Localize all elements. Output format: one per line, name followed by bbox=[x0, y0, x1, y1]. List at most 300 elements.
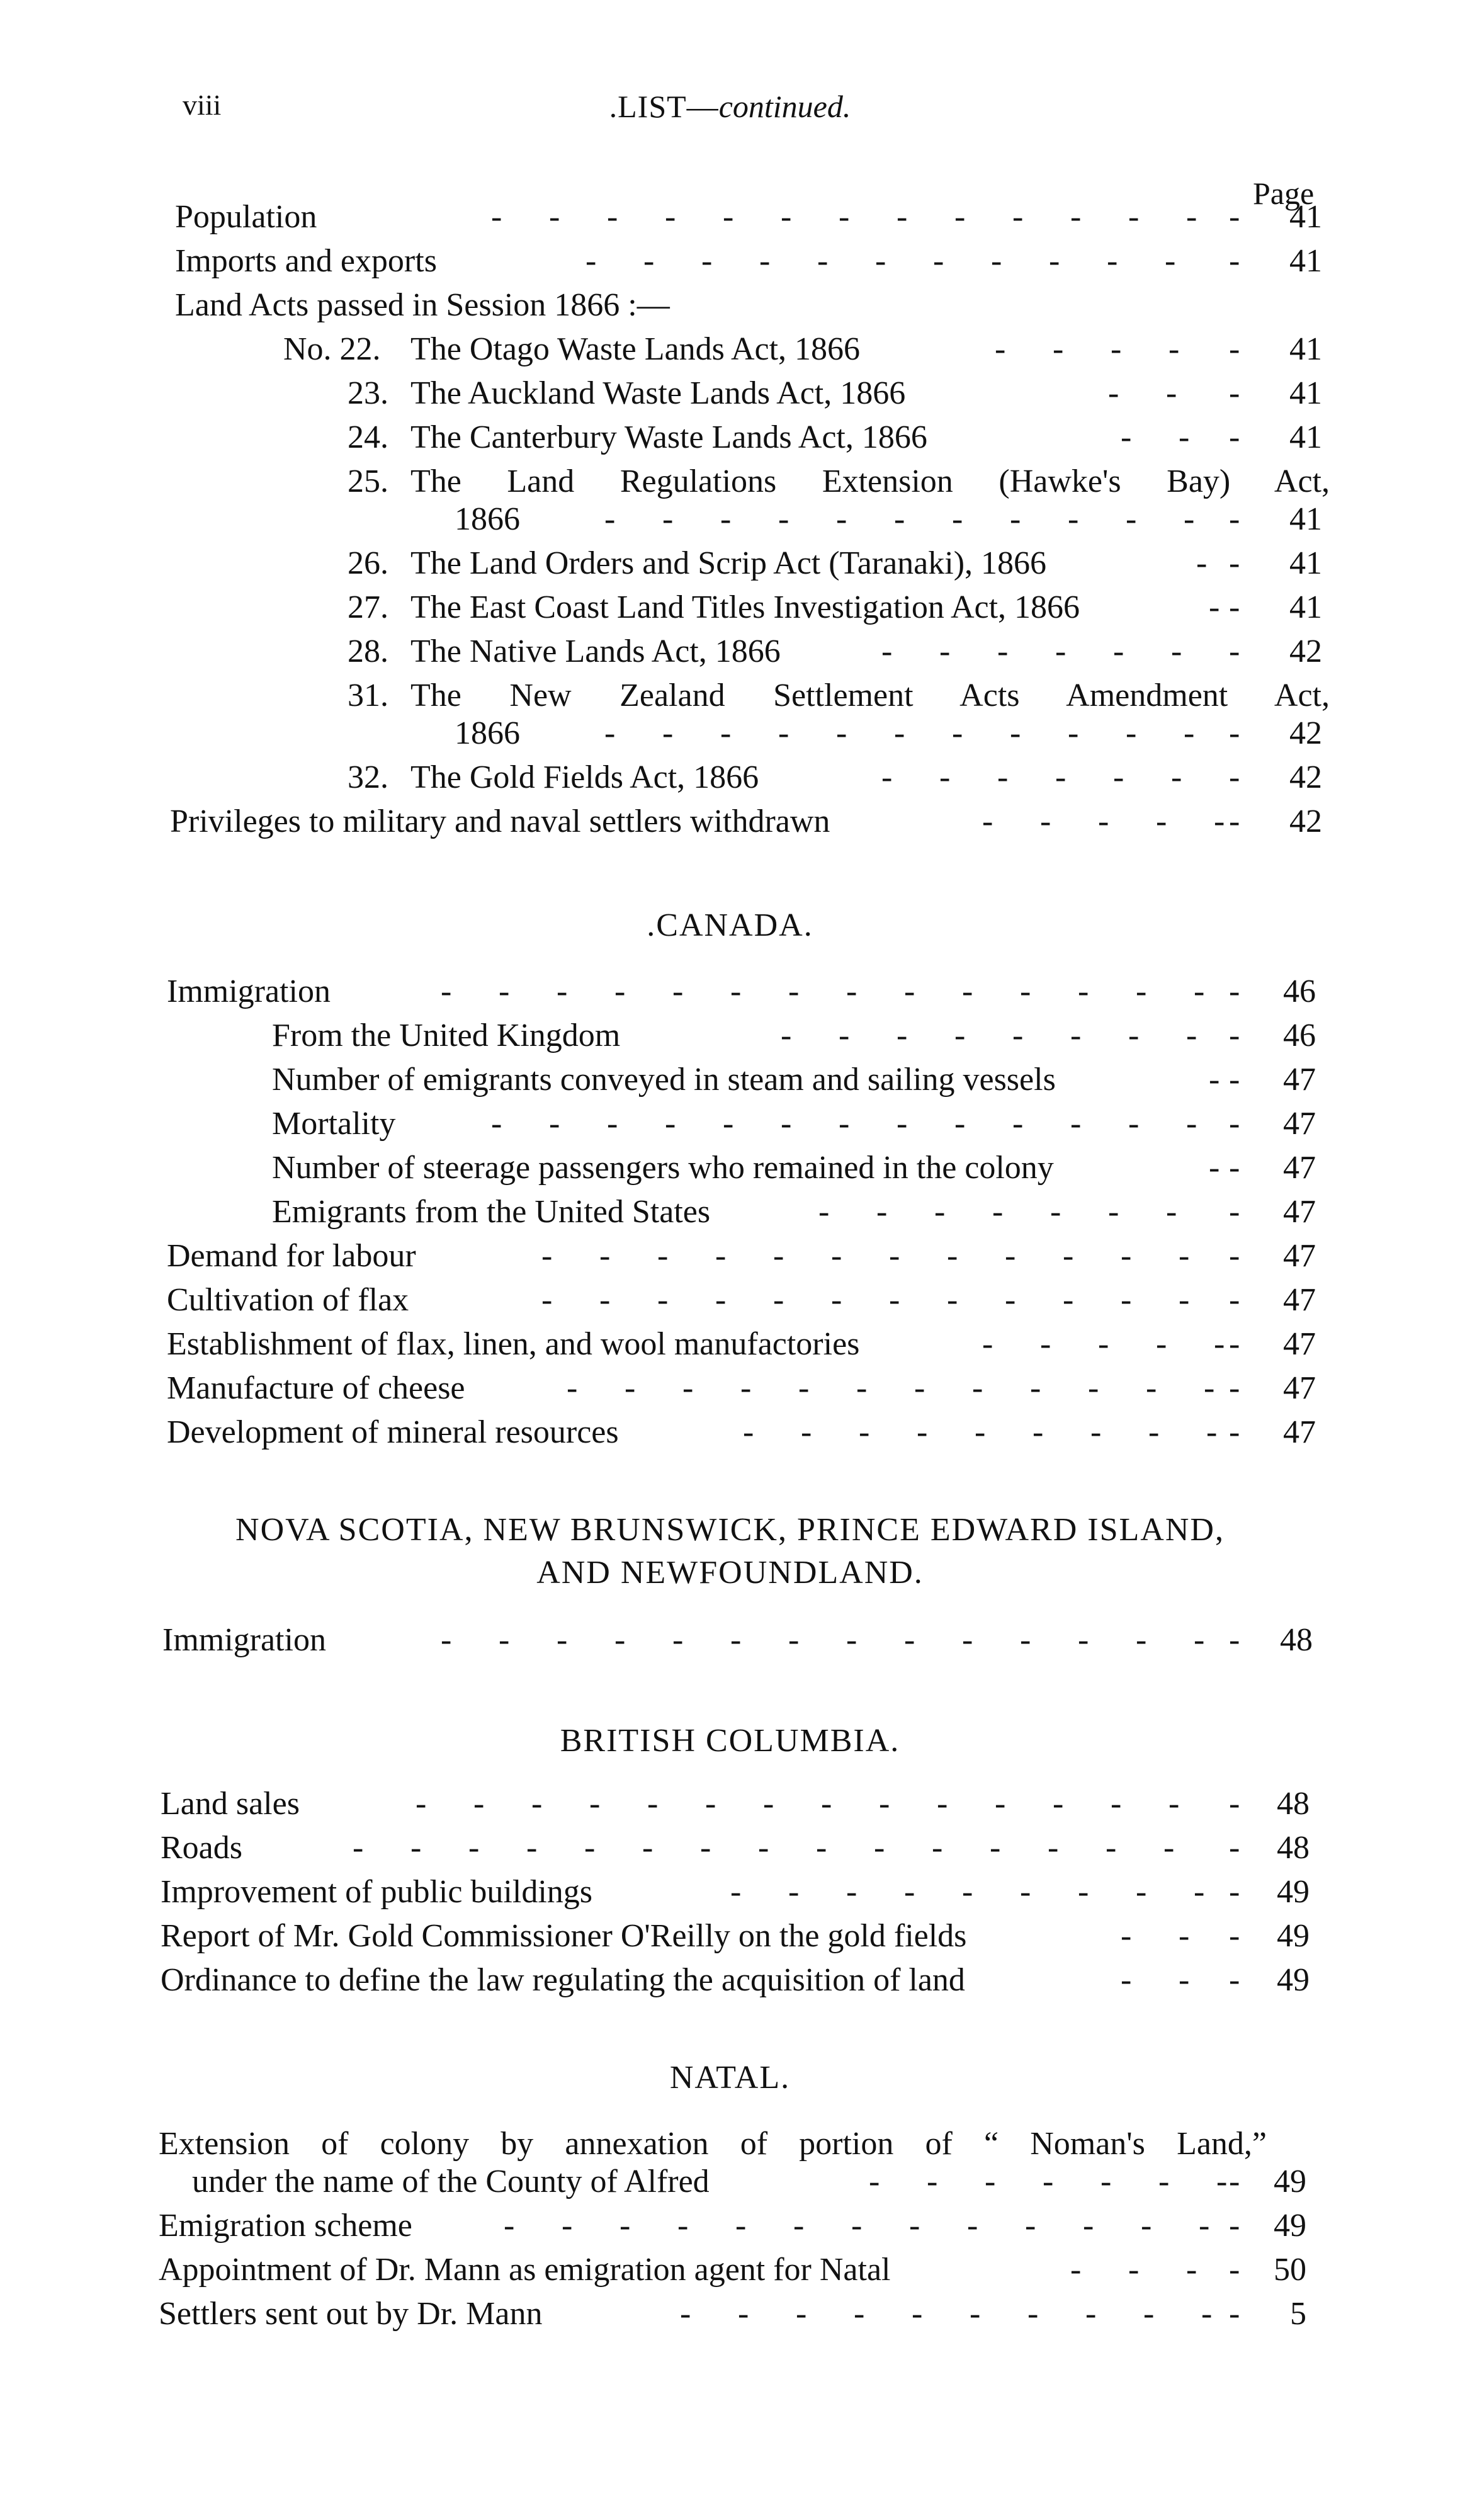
leader-dash: - bbox=[1050, 1194, 1061, 1230]
leader-dash: - bbox=[798, 1370, 810, 1406]
entry-number: 25. bbox=[348, 463, 388, 499]
entry-label: The New Zealand Settlement Acts Amendment Act, bbox=[410, 678, 1330, 713]
leader-dash: - bbox=[1229, 331, 1240, 367]
leader-dash: - bbox=[730, 1874, 742, 1910]
entry-label: Demand for labour bbox=[167, 1238, 416, 1274]
leader-dash: - bbox=[620, 2208, 631, 2244]
leader-dash: - bbox=[975, 1414, 986, 1450]
leader-dash: - bbox=[743, 1414, 754, 1450]
leader-dash: - bbox=[1136, 973, 1147, 1009]
leader-dash: - bbox=[562, 2208, 573, 2244]
toc-entry bbox=[0, 1366, 1460, 1410]
leader-dash: - bbox=[1043, 2164, 1054, 2199]
leader-dash: - bbox=[952, 501, 963, 537]
leader-dash: - bbox=[1121, 1918, 1132, 1954]
entry-page: 42 bbox=[1289, 759, 1322, 795]
toc-entry bbox=[0, 2292, 1460, 2336]
leader-dash: - bbox=[1121, 419, 1132, 455]
leader-dash: - bbox=[897, 199, 908, 235]
entry-label: Immigration bbox=[167, 973, 331, 1009]
leader-dash: - bbox=[1020, 973, 1031, 1009]
leader-dash: - bbox=[1088, 1370, 1099, 1406]
leader-dash: - bbox=[647, 1786, 659, 1822]
leader-dash: - bbox=[1209, 1062, 1220, 1098]
entry-label: Settlers sent out by Dr. Mann bbox=[159, 2296, 543, 2332]
leader-dash: - bbox=[1128, 1106, 1140, 1142]
leader-dash: - bbox=[997, 759, 1009, 795]
leader-dash: - bbox=[879, 1786, 890, 1822]
leader-dash: - bbox=[1229, 199, 1240, 235]
toc-entry bbox=[0, 1278, 1460, 1322]
entry-number: 31. bbox=[348, 678, 388, 713]
leader-dash: - bbox=[831, 1282, 842, 1318]
leader-dash: - bbox=[1229, 973, 1240, 1009]
leader-dash: - bbox=[1106, 1830, 1117, 1866]
leader-dash: - bbox=[1196, 545, 1208, 581]
leader-dash: - bbox=[947, 1238, 958, 1274]
leader-dash: - bbox=[876, 1194, 888, 1230]
entry-page: 42 bbox=[1289, 715, 1322, 751]
leader-dash: - bbox=[1179, 1918, 1190, 1954]
leader-dash: - bbox=[1229, 2296, 1240, 2332]
leader-dash: - bbox=[1229, 1622, 1240, 1658]
entry-label: Population bbox=[175, 199, 317, 235]
leader-dash: - bbox=[1078, 1874, 1089, 1910]
leader-dash: - bbox=[1126, 501, 1137, 537]
leader-dash: - bbox=[990, 1830, 1001, 1866]
leader-dash: - bbox=[954, 199, 966, 235]
entry-number: 27. bbox=[348, 589, 388, 625]
toc-entry bbox=[0, 1146, 1460, 1190]
leader-dash: - bbox=[1040, 803, 1051, 839]
leader-dash: - bbox=[468, 1830, 480, 1866]
leader-dash: - bbox=[584, 1830, 596, 1866]
entry-continuation: 1866 bbox=[455, 715, 520, 751]
leader-dash: - bbox=[1053, 331, 1064, 367]
leader-dash: - bbox=[763, 1786, 774, 1822]
entry-page: 48 bbox=[1277, 1830, 1310, 1866]
leader-dash: - bbox=[1229, 1150, 1240, 1186]
leader-dash: - bbox=[897, 1018, 908, 1053]
entry-page: 47 bbox=[1283, 1370, 1316, 1406]
leader-dash: - bbox=[642, 1830, 654, 1866]
leader-dash: - bbox=[549, 199, 560, 235]
leader-dash: - bbox=[874, 1830, 885, 1866]
leader-dash: - bbox=[773, 1238, 784, 1274]
entry-page: 5 bbox=[1290, 2296, 1306, 2332]
leader-dash: - bbox=[1229, 2164, 1240, 2199]
entry-page: 47 bbox=[1283, 1106, 1316, 1142]
leader-dash: - bbox=[839, 1106, 850, 1142]
entry-number: 23. bbox=[348, 375, 388, 411]
leader-dash: - bbox=[854, 2296, 865, 2332]
leader-dash: - bbox=[1199, 2208, 1210, 2244]
leader-dash: - bbox=[788, 1874, 800, 1910]
leader-dash: - bbox=[917, 1414, 928, 1450]
leader-dash: - bbox=[715, 1282, 727, 1318]
entry-page: 47 bbox=[1283, 1414, 1316, 1450]
leader-dash: - bbox=[705, 1786, 716, 1822]
leader-dash: - bbox=[1204, 1370, 1215, 1406]
leader-dash: - bbox=[531, 1786, 543, 1822]
toc-entry bbox=[0, 1914, 1460, 1958]
leader-dash: - bbox=[927, 2164, 938, 2199]
toc-entry bbox=[0, 1234, 1460, 1278]
toc-entry-continuation bbox=[0, 712, 1460, 756]
leader-dash: - bbox=[1209, 589, 1220, 625]
leader-dash: - bbox=[1156, 803, 1167, 839]
leader-dash: - bbox=[599, 1282, 611, 1318]
leader-dash: - bbox=[701, 243, 713, 279]
entry-page: 47 bbox=[1283, 1194, 1316, 1230]
toc-entry bbox=[0, 327, 1460, 372]
leader-dash: - bbox=[677, 2208, 689, 2244]
leader-dash: - bbox=[1146, 1370, 1157, 1406]
leader-dash: - bbox=[473, 1786, 485, 1822]
leader-dash: - bbox=[758, 1830, 769, 1866]
leader-dash: - bbox=[1027, 2296, 1039, 2332]
section-heading-canada: .CANADA. bbox=[647, 907, 813, 943]
leader-dash: - bbox=[1229, 1962, 1240, 1998]
entry-page: 47 bbox=[1283, 1150, 1316, 1186]
leader-dash: - bbox=[1179, 1282, 1190, 1318]
leader-dash: - bbox=[952, 715, 963, 751]
leader-dash: - bbox=[1063, 1238, 1074, 1274]
leader-dash: - bbox=[889, 1238, 900, 1274]
toc-entry bbox=[0, 1058, 1460, 1102]
leader-dash: - bbox=[773, 1282, 784, 1318]
leader-dash: - bbox=[1136, 1874, 1147, 1910]
leader-dash: - bbox=[1126, 715, 1137, 751]
leader-dash: - bbox=[614, 973, 626, 1009]
leader-dash: - bbox=[1083, 2208, 1094, 2244]
toc-entry bbox=[0, 1870, 1460, 1914]
leader-dash: - bbox=[1005, 1282, 1016, 1318]
leader-dash: - bbox=[939, 633, 951, 669]
entry-label: Number of steerage passengers who remained in the colony bbox=[272, 1150, 1054, 1186]
leader-dash: - bbox=[1201, 2296, 1213, 2332]
leader-dash: - bbox=[1121, 1238, 1132, 1274]
leader-dash: - bbox=[1186, 2252, 1197, 2288]
leader-dash: - bbox=[1229, 2252, 1240, 2288]
entry-label: Roads bbox=[161, 1830, 242, 1866]
leader-dash: - bbox=[735, 2208, 747, 2244]
leader-dash: - bbox=[607, 199, 618, 235]
leader-dash: - bbox=[1101, 2164, 1112, 2199]
toc-entry-continuation bbox=[0, 497, 1460, 542]
leader-dash: - bbox=[1128, 199, 1140, 235]
leader-dash: - bbox=[665, 1106, 676, 1142]
leader-dash: - bbox=[1214, 803, 1225, 839]
entry-label: Development of mineral resources bbox=[167, 1414, 619, 1450]
leader-dash: - bbox=[1186, 199, 1197, 235]
entry-label: Appointment of Dr. Mann as emigration agent for Natal bbox=[159, 2252, 891, 2288]
leader-dash: - bbox=[1179, 1238, 1190, 1274]
toc-entry bbox=[0, 283, 1460, 327]
leader-dash: - bbox=[557, 1622, 568, 1658]
entry-page: 47 bbox=[1283, 1282, 1316, 1318]
leader-dash: - bbox=[995, 331, 1006, 367]
leader-dash: - bbox=[972, 1370, 983, 1406]
leader-dash: - bbox=[1055, 759, 1067, 795]
entry-label: The Otago Waste Lands Act, 1866 bbox=[410, 331, 861, 367]
entry-page: 49 bbox=[1277, 1962, 1310, 1998]
leader-dash: - bbox=[1229, 2208, 1240, 2244]
leader-dash: - bbox=[1068, 715, 1079, 751]
section-heading-british-columbia: BRITISH COLUMBIA. bbox=[560, 1723, 900, 1759]
leader-dash: - bbox=[680, 2296, 691, 2332]
leader-dash: - bbox=[1085, 2296, 1097, 2332]
entry-label: Ordinance to define the law regulating the acquisition of land bbox=[161, 1962, 965, 1998]
entry-label: Establishment of flax, linen, and wool manufactories bbox=[167, 1326, 860, 1362]
leader-dash: - bbox=[1229, 759, 1240, 795]
leader-dash: - bbox=[793, 2208, 805, 2244]
leader-dash: - bbox=[657, 1282, 669, 1318]
leader-dash: - bbox=[781, 1018, 792, 1053]
leader-dash: - bbox=[1209, 1150, 1220, 1186]
leader-dash: - bbox=[1040, 1326, 1051, 1362]
leader-dash: - bbox=[499, 973, 510, 1009]
entry-label: The Gold Fields Act, 1866 bbox=[410, 759, 759, 795]
leader-dash: - bbox=[839, 199, 850, 235]
leader-dash: - bbox=[682, 1370, 694, 1406]
leader-dash: - bbox=[665, 199, 676, 235]
entry-page: 48 bbox=[1280, 1622, 1313, 1658]
page-number: viii bbox=[183, 89, 222, 121]
leader-dash: - bbox=[353, 1830, 364, 1866]
entry-label: Land sales bbox=[161, 1786, 300, 1822]
leader-dash: - bbox=[821, 1786, 832, 1822]
leader-dash: - bbox=[995, 1786, 1006, 1822]
toc-entry bbox=[0, 970, 1460, 1014]
leader-dash: - bbox=[1229, 1326, 1240, 1362]
leader-dash: - bbox=[817, 243, 829, 279]
leader-dash: - bbox=[1141, 2208, 1152, 2244]
leader-dash: - bbox=[1229, 1830, 1240, 1866]
leader-dash: - bbox=[1121, 1962, 1132, 1998]
leader-dash: - bbox=[932, 1830, 943, 1866]
leader-dash: - bbox=[599, 1238, 611, 1274]
leader-dash: - bbox=[541, 1238, 553, 1274]
leader-dash: - bbox=[781, 199, 792, 235]
entry-page: 47 bbox=[1283, 1326, 1316, 1362]
leader-dash: - bbox=[954, 1018, 966, 1053]
entry-label: The Canterbury Waste Lands Act, 1866 bbox=[410, 419, 927, 455]
leader-dash: - bbox=[1053, 1786, 1064, 1822]
entry-label: The East Coast Land Titles Investigation Act, 1866 bbox=[410, 589, 1080, 625]
leader-dash: - bbox=[967, 2208, 978, 2244]
leader-dash: - bbox=[788, 1622, 800, 1658]
leader-dash: - bbox=[526, 1830, 538, 1866]
leader-dash: - bbox=[933, 243, 944, 279]
leader-dash: - bbox=[982, 1326, 993, 1362]
entry-number: 24. bbox=[348, 419, 388, 455]
entry-continuation: under the name of the County of Alfred bbox=[192, 2164, 710, 2199]
leader-dash: - bbox=[831, 1238, 842, 1274]
entry-label: Immigration bbox=[162, 1622, 326, 1658]
leader-dash: - bbox=[1229, 1918, 1240, 1954]
leader-dash: - bbox=[759, 243, 771, 279]
toc-entry bbox=[0, 1014, 1460, 1058]
leader-dash: - bbox=[781, 1106, 792, 1142]
entry-page: 41 bbox=[1289, 375, 1322, 411]
entry-number: 26. bbox=[348, 545, 388, 581]
leader-dash: - bbox=[788, 973, 800, 1009]
leader-dash: - bbox=[875, 243, 886, 279]
leader-dash: - bbox=[1171, 633, 1182, 669]
leader-dash: - bbox=[904, 1622, 915, 1658]
leader-dash: - bbox=[1229, 1062, 1240, 1098]
leader-dash: - bbox=[723, 1106, 734, 1142]
entry-page: 41 bbox=[1289, 199, 1322, 235]
toc-entry bbox=[0, 372, 1460, 416]
leader-dash: - bbox=[881, 633, 893, 669]
leader-dash: - bbox=[1166, 1194, 1177, 1230]
leader-dash: - bbox=[700, 1830, 711, 1866]
leader-dash: - bbox=[672, 973, 684, 1009]
leader-dash: - bbox=[1179, 1962, 1190, 1998]
leader-dash: - bbox=[1020, 1874, 1031, 1910]
leader-dash: - bbox=[889, 1282, 900, 1318]
leader-dash: - bbox=[672, 1622, 684, 1658]
leader-dash: - bbox=[1005, 1238, 1016, 1274]
leader-dash: - bbox=[657, 1238, 669, 1274]
leader-dash: - bbox=[662, 715, 674, 751]
entry-label: Number of emigrants conveyed in steam and sailing vessels bbox=[272, 1062, 1056, 1098]
leader-dash: - bbox=[1179, 419, 1190, 455]
leader-dash: - bbox=[1171, 759, 1182, 795]
leader-dash: - bbox=[839, 1018, 850, 1053]
leader-dash: - bbox=[416, 1786, 427, 1822]
leader-dash: - bbox=[1012, 1106, 1024, 1142]
leader-dash: - bbox=[1229, 803, 1240, 839]
leader-dash: - bbox=[1169, 331, 1180, 367]
leader-dash: - bbox=[1166, 375, 1177, 411]
leader-dash: - bbox=[1186, 1018, 1197, 1053]
leader-dash: - bbox=[1229, 1282, 1240, 1318]
leader-dash: - bbox=[947, 1282, 958, 1318]
leader-dash: - bbox=[894, 715, 905, 751]
leader-dash: - bbox=[557, 973, 568, 1009]
leader-dash: - bbox=[586, 243, 597, 279]
leader-dash: - bbox=[1229, 589, 1240, 625]
leader-dash: - bbox=[499, 1622, 510, 1658]
leader-dash: - bbox=[1090, 1414, 1102, 1450]
entry-page: 46 bbox=[1283, 973, 1316, 1009]
leader-dash: - bbox=[1229, 633, 1240, 669]
leader-dash: - bbox=[846, 1874, 857, 1910]
leader-dash: - bbox=[1186, 1106, 1197, 1142]
leader-dash: - bbox=[846, 1622, 857, 1658]
toc-entry bbox=[0, 1190, 1460, 1234]
leader-dash: - bbox=[1107, 243, 1118, 279]
leader-dash: - bbox=[1184, 501, 1195, 537]
leader-dash: - bbox=[1049, 243, 1060, 279]
leader-dash: - bbox=[970, 2296, 981, 2332]
entry-label: Land Acts passed in Session 1866 :— bbox=[175, 287, 670, 323]
leader-dash: - bbox=[604, 501, 616, 537]
leader-dash: - bbox=[912, 2296, 923, 2332]
leader-dash: - bbox=[730, 973, 742, 1009]
leader-dash: - bbox=[1033, 1414, 1044, 1450]
leader-dash: - bbox=[643, 243, 655, 279]
leader-dash: - bbox=[962, 1622, 973, 1658]
section-heading-nova-scotia-line2: AND NEWFOUNDLAND. bbox=[536, 1555, 924, 1591]
leader-dash: - bbox=[441, 1622, 452, 1658]
entry-page: 49 bbox=[1274, 2164, 1306, 2199]
toc-entry bbox=[0, 1322, 1460, 1366]
leader-dash: - bbox=[1194, 1874, 1205, 1910]
toc-entry-continuation bbox=[0, 2160, 1460, 2204]
entry-page: 41 bbox=[1289, 331, 1322, 367]
leader-dash: - bbox=[491, 1106, 502, 1142]
leader-dash: - bbox=[818, 1194, 830, 1230]
leader-dash: - bbox=[869, 2164, 880, 2199]
entry-label: The Land Regulations Extension (Hawke's Bay) Act, bbox=[410, 463, 1330, 499]
toc-entry bbox=[0, 1782, 1460, 1826]
leader-dash: - bbox=[1229, 1238, 1240, 1274]
leader-dash: - bbox=[1113, 759, 1124, 795]
running-title-main: .LIST— bbox=[609, 89, 719, 124]
leader-dash: - bbox=[796, 2296, 807, 2332]
page-column-label: Page bbox=[1253, 176, 1315, 211]
leader-dash: - bbox=[909, 2208, 920, 2244]
leader-dash: - bbox=[1098, 1326, 1109, 1362]
section-heading-natal: NATAL. bbox=[669, 2060, 791, 2096]
leader-dash: - bbox=[1070, 2252, 1082, 2288]
leader-dash: - bbox=[846, 973, 857, 1009]
leader-dash: - bbox=[1194, 1622, 1205, 1658]
leader-dash: - bbox=[625, 1370, 636, 1406]
running-title-continued: continued. bbox=[718, 89, 851, 124]
leader-dash: - bbox=[1113, 633, 1124, 669]
toc-entry bbox=[0, 2204, 1460, 2248]
leader-dash: - bbox=[934, 1194, 946, 1230]
entry-page: 41 bbox=[1289, 501, 1322, 537]
entry-label: The Native Lands Act, 1866 bbox=[410, 633, 781, 669]
leader-dash: - bbox=[982, 803, 993, 839]
leader-dash: - bbox=[1030, 1370, 1041, 1406]
leader-dash: - bbox=[589, 1786, 601, 1822]
toc-entry bbox=[0, 586, 1460, 630]
entry-page: 47 bbox=[1283, 1062, 1316, 1098]
toc-entry bbox=[0, 756, 1460, 800]
leader-dash: - bbox=[662, 501, 674, 537]
toc-entry bbox=[0, 542, 1460, 586]
entry-label: Imports and exports bbox=[175, 243, 437, 279]
leader-dash: - bbox=[856, 1370, 868, 1406]
leader-dash: - bbox=[441, 973, 452, 1009]
leader-dash: - bbox=[894, 501, 905, 537]
entry-number: No. 22. bbox=[283, 331, 381, 367]
entry-label: Mortality bbox=[272, 1106, 396, 1142]
leader-dash: - bbox=[962, 1874, 973, 1910]
toc-entry bbox=[0, 1826, 1460, 1870]
leader-dash: - bbox=[1229, 1106, 1240, 1142]
leader-dash: - bbox=[1229, 1194, 1240, 1230]
leader-dash: - bbox=[1128, 2252, 1140, 2288]
entry-page: 41 bbox=[1289, 243, 1322, 279]
leader-dash: - bbox=[1148, 1414, 1160, 1450]
leader-dash: - bbox=[1229, 1018, 1240, 1053]
leader-dash: - bbox=[541, 1282, 553, 1318]
entry-label: Cultivation of flax bbox=[167, 1282, 409, 1318]
leader-dash: - bbox=[723, 199, 734, 235]
entry-page: 42 bbox=[1289, 803, 1322, 839]
leader-dash: - bbox=[1206, 1414, 1218, 1450]
toc-entry bbox=[0, 1618, 1460, 1662]
toc-entry bbox=[0, 416, 1460, 460]
